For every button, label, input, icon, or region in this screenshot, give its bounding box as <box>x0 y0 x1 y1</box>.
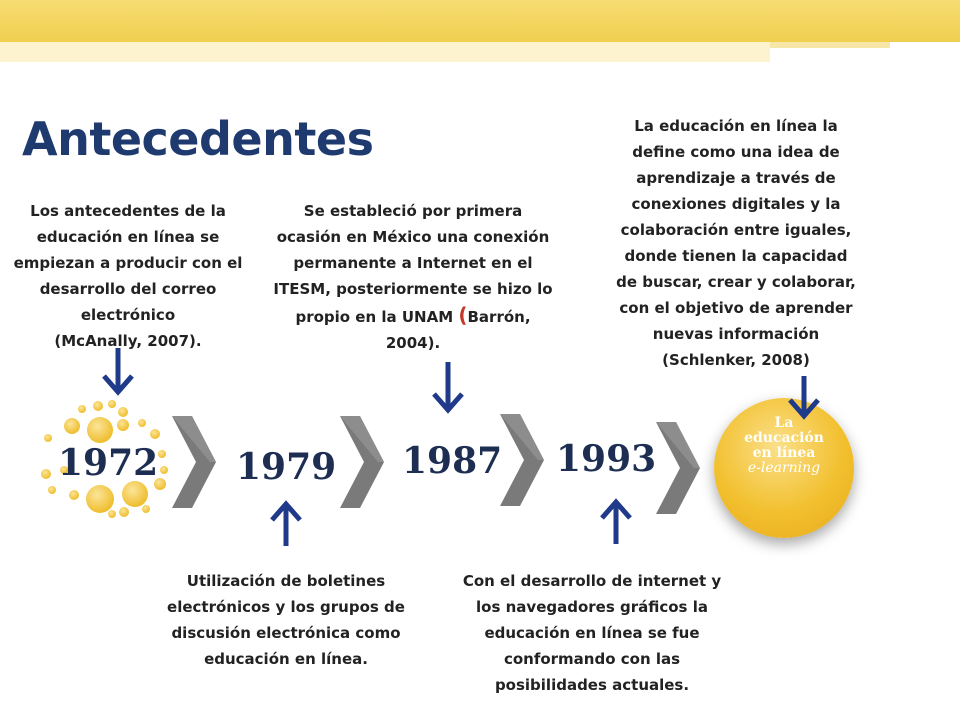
sun-dot <box>87 417 113 443</box>
note-1987-line: 2004). <box>385 334 441 352</box>
sun-dot <box>69 490 79 500</box>
sun-dot <box>64 418 80 434</box>
slide-title: Antecedentes <box>22 112 374 166</box>
sun-dot <box>160 466 168 474</box>
sun-dot <box>44 434 52 442</box>
chevron-right-icon <box>498 410 546 510</box>
note-final <box>600 113 872 373</box>
note-1993-line: educación en línea se fue <box>484 624 700 642</box>
note-final-line: colaboración entre iguales, <box>620 221 852 239</box>
sun-dot <box>86 485 114 513</box>
note-1993 <box>446 568 738 698</box>
header-band-accent <box>770 42 890 48</box>
arrow-down-icon <box>430 360 466 416</box>
circle-line: La <box>774 415 794 431</box>
note-1987-line: ocasión en México una conexión <box>276 228 550 246</box>
note-final-line: donde tienen la capacidad <box>624 247 848 265</box>
year-1993: 1993 <box>556 438 657 480</box>
note-1993-line: conformando con las <box>503 650 681 668</box>
circle-line: en línea <box>752 445 816 461</box>
arrow-up-icon <box>268 498 304 548</box>
sun-dot <box>117 419 129 431</box>
note-1979 <box>150 568 422 672</box>
note-1979-line: discusión electrónica como <box>171 624 401 642</box>
note-1993-line: los navegadores gráficos la <box>476 598 708 616</box>
note-final-line: con el objetivo de aprender <box>619 299 853 317</box>
note-1987-line: permanente a Internet en el <box>293 254 533 272</box>
circle-line: educación <box>744 430 824 446</box>
year-1987: 1987 <box>402 440 503 482</box>
year-1972: 1972 <box>58 442 159 484</box>
note-1972-line: empiezan a producir con el <box>13 254 243 272</box>
sun-dot <box>108 400 116 408</box>
chevron-right-icon <box>170 412 218 512</box>
note-final-line: aprendizaje a través de <box>636 169 836 187</box>
note-final-line: La educación en línea la <box>634 117 838 135</box>
note-1972-line: Los antecedentes de la <box>30 202 226 220</box>
sun-dot <box>119 507 129 517</box>
note-1972-line: electrónico <box>80 306 176 324</box>
sun-dot <box>118 407 128 417</box>
note-final-line: define como una idea de <box>632 143 840 161</box>
sun-dot <box>142 505 150 513</box>
sun-dot <box>78 405 86 413</box>
sun-dot <box>93 401 103 411</box>
chevron-right-icon <box>654 418 702 518</box>
sun-dot <box>150 429 160 439</box>
sun-dot <box>48 486 56 494</box>
chevron-right-icon <box>338 412 386 512</box>
note-1979-line: educación en línea. <box>204 650 368 668</box>
note-1987-line: Se estableció por primera <box>303 202 523 220</box>
note-1993-line: posibilidades actuales. <box>494 676 690 694</box>
note-final-line: nuevas información <box>652 325 820 343</box>
note-1987-paren: ( <box>458 303 468 327</box>
note-1987 <box>258 198 568 356</box>
sun-dot <box>108 510 116 518</box>
header-band <box>0 0 960 42</box>
sun-dot <box>122 481 148 507</box>
note-1987-text: propio en la UNAM <box>295 308 459 326</box>
arrow-down-icon <box>786 374 822 422</box>
note-1972-line: desarrollo del correo <box>39 280 217 298</box>
arrow-down-icon <box>100 346 136 398</box>
sun-dot <box>41 469 51 479</box>
note-final-line: (Schlenker, 2008) <box>662 351 810 369</box>
circle-text <box>714 416 854 476</box>
note-1979-line: Utilización de boletines <box>186 572 386 590</box>
note-1993-line: Con el desarrollo de internet y <box>462 572 722 590</box>
note-final-line: conexiones digitales y la <box>631 195 841 213</box>
note-1987-line: ITESM, posteriormente se hizo lo <box>273 280 553 298</box>
note-1972-line: educación en línea se <box>36 228 220 246</box>
arrow-up-icon <box>598 496 634 546</box>
header-band-shadow <box>0 42 770 62</box>
note-final-line: de buscar, crear y colaborar, <box>616 273 856 291</box>
sun-dot <box>138 419 146 427</box>
e-learning-circle <box>714 398 854 538</box>
year-1979: 1979 <box>236 446 337 488</box>
note-1987-line <box>258 302 568 330</box>
sun-dot <box>158 450 166 458</box>
note-1987-text: Barrón, <box>467 308 531 326</box>
circle-line-italic: e-learning <box>747 460 821 476</box>
note-1972 <box>4 198 252 354</box>
note-1972-line: (McAnally, 2007). <box>54 332 202 350</box>
note-1979-line: electrónicos y los grupos de <box>167 598 405 616</box>
